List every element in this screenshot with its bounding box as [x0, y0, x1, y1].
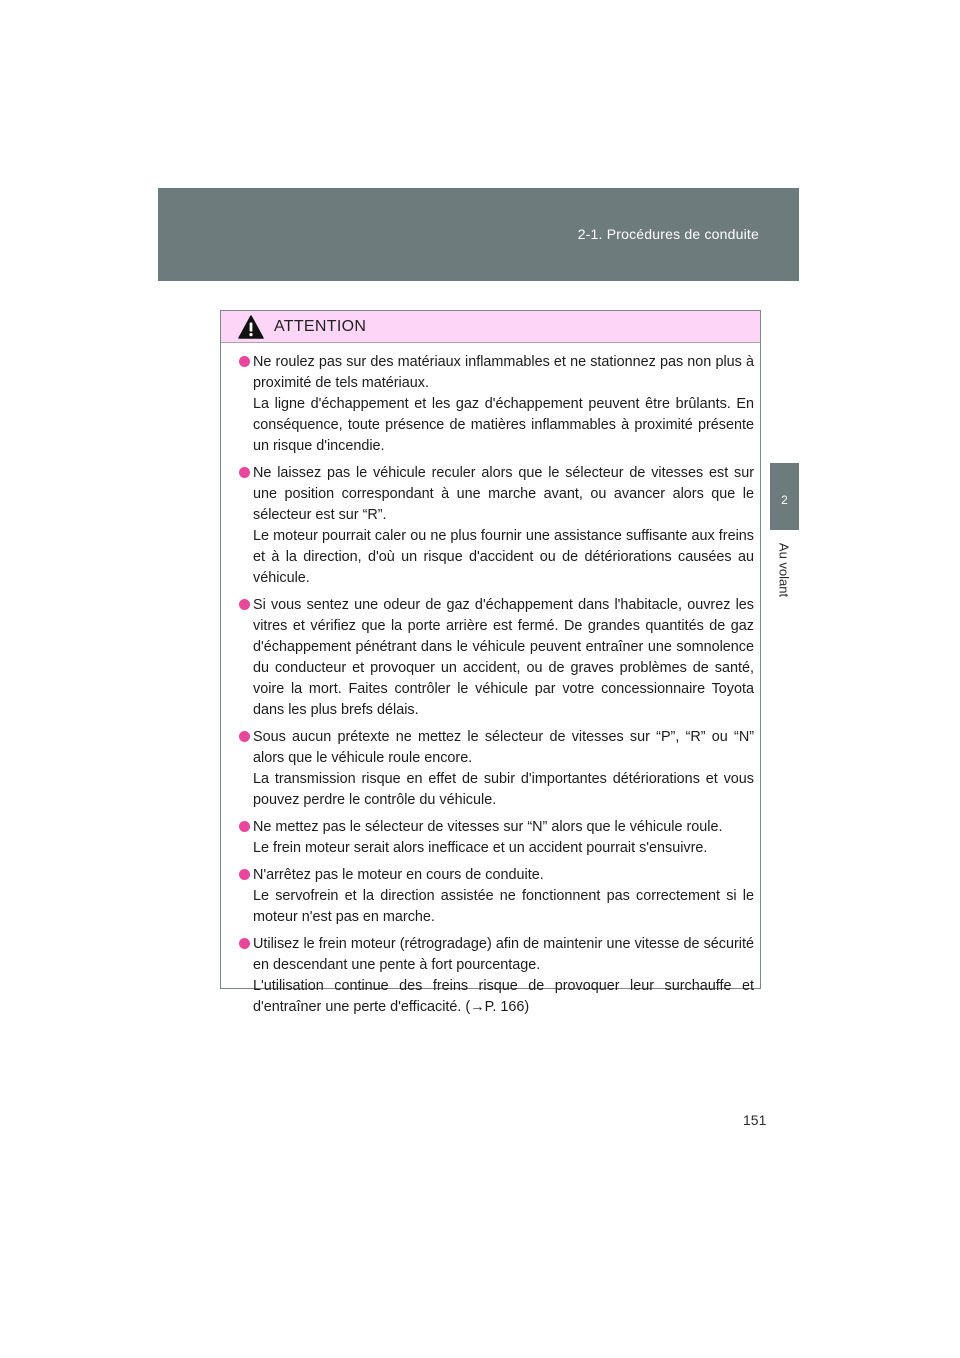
warning-triangle-icon — [238, 315, 264, 339]
warning-paragraph: Le moteur pourrait caler ou ne plus fournir une assistance suffisante aux freins et à la direction, d'où un risque d'accident ou de détériorations causées au véhicule. — [253, 528, 754, 586]
warning-paragraph: N'arrêtez pas le moteur en cours de conduite. — [253, 867, 544, 883]
bullet-icon — [239, 869, 250, 880]
section-header-band — [158, 188, 799, 281]
chapter-label: Au volant — [776, 542, 792, 598]
section-title: 2-1. Procédures de conduite — [577, 226, 759, 242]
warning-paragraph: Ne mettez pas le sélecteur de vitesses sur “N” alors que le véhicule roule. — [253, 819, 723, 835]
warning-paragraph: Si vous sentez une odeur de gaz d'échappement dans l'habitacle, ouvrez les vitres et vérifiez que la porte arrière est fermé. De grandes quantités de gaz d'échappement pénétrant dans le véhicule peuvent entraîner une somnolence du conducteur et provoquer un accident, ou de graves problèmes de santé, voire la mort. Faites contrôler le véhicule par votre concessionnaire Toyota dans les plus brefs délais. — [253, 597, 754, 718]
bullet-icon — [239, 731, 250, 742]
chapter-tab — [770, 463, 799, 530]
warning-paragraph: L'utilisation continue des freins risque de provoquer leur surchauffe et d'entraîner une perte d'efficacité. (→P. 166) — [253, 978, 754, 1015]
warning-item — [253, 865, 754, 928]
bullet-icon — [239, 821, 250, 832]
warning-item — [253, 727, 754, 811]
bullet-icon — [239, 356, 250, 367]
warning-item — [253, 595, 754, 721]
warning-paragraph: Ne roulez pas sur des matériaux inflammables et ne stationnez pas non plus à proximité de tels matériaux. — [253, 354, 754, 391]
warning-paragraph: Le frein moteur serait alors inefficace et un accident pourrait s'ensuivre. — [253, 840, 708, 856]
warning-paragraph: Sous aucun prétexte ne mettez le sélecteur de vitesses sur “P”, “R” ou “N” alors que le véhicule roule encore. — [253, 729, 754, 766]
warning-list — [221, 343, 760, 1018]
page-number: 151 — [743, 1112, 767, 1128]
chapter-number: 2 — [781, 493, 788, 507]
warning-paragraph: La transmission risque en effet de subir d'importantes détériorations et vous pouvez perdre le contrôle du véhicule. — [253, 771, 754, 808]
warning-item — [253, 934, 754, 1018]
warning-item — [253, 463, 754, 589]
warning-item — [253, 352, 754, 457]
warning-paragraph: Ne laissez pas le véhicule reculer alors que le sélecteur de vitesses est sur une position correspondant à une marche avant, ou avancer alors que le sélecteur est sur “R”. — [253, 465, 754, 523]
bullet-icon — [239, 938, 250, 949]
warning-paragraph: Le servofrein et la direction assistée ne fonctionnent pas correctement si le moteur n'est pas en marche. — [253, 888, 754, 925]
bullet-icon — [239, 599, 250, 610]
warning-paragraph: La ligne d'échappement et les gaz d'échappement peuvent être brûlants. En conséquence, toute présence de matières inflammables à proximité présente un risque d'incendie. — [253, 396, 754, 454]
bullet-icon — [239, 467, 250, 478]
warning-header — [221, 311, 760, 343]
warning-box — [220, 310, 761, 1015]
warning-item — [253, 817, 754, 859]
warning-title: ATTENTION — [274, 317, 367, 335]
warning-paragraph: Utilisez le frein moteur (rétrogradage) afin de maintenir une vitesse de sécurité en descendant une pente à fort pourcentage. — [253, 936, 754, 973]
